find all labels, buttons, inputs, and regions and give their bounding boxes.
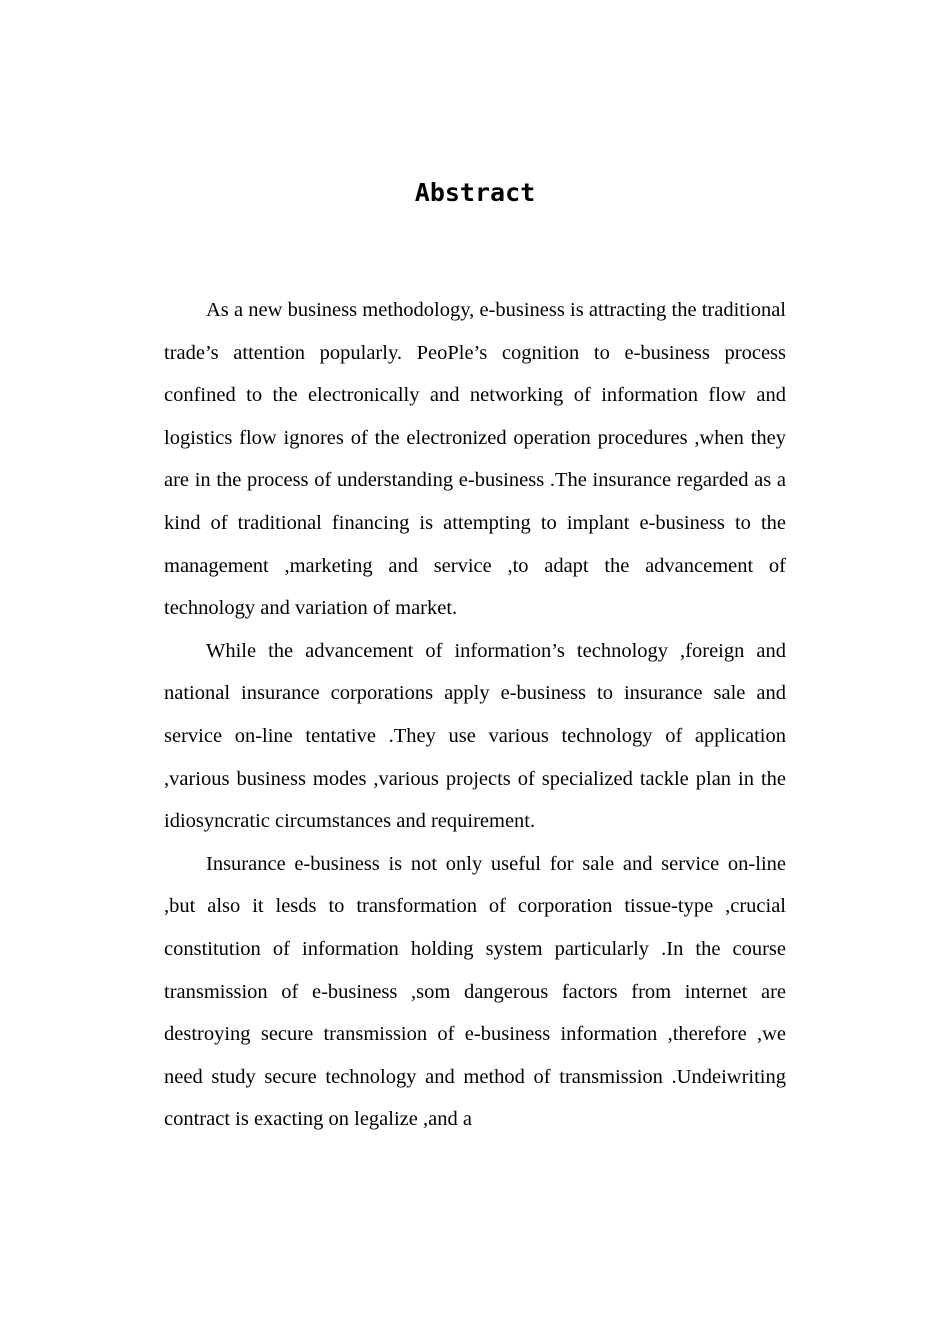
page-title: Abstract <box>414 178 536 207</box>
paragraph-2: While the advancement of information’s technology ,foreign and national insurance corporations apply e-business to insurance sale and service on-line tentative .They use various technology of application ,various business modes ,various projects of specialized tackle plan in the idiosyncratic circumstances and requirement. <box>164 639 786 833</box>
paragraph-1: As a new business methodology, e-business is attracting the traditional trade’s attention popularly. PeoPle’s cognition to e-business process confined to the electronically and networking of information flow and logistics flow ignores of the electronized operation procedures ,when they are in the process of understanding e-business .The insurance regarded as a kind of traditional financing is attempting to implant e-business to the management ,marketing and service ,to adapt the advancement of technology and variation of market. <box>164 299 786 620</box>
abstract-body <box>164 289 786 1141</box>
paragraph-3: Insurance e-business is not only useful for sale and service on-line ,but also it lesds to transformation of corporation tissue-type ,crucial constitution of information holding system particularly .In the course transmission of e-business ,som dangerous factors from internet are destroying secure transmission of e-business information ,therefore ,we need study secure technology and method of transmission .Undeiwriting contract is exacting on legalize ,and a <box>164 852 786 1131</box>
